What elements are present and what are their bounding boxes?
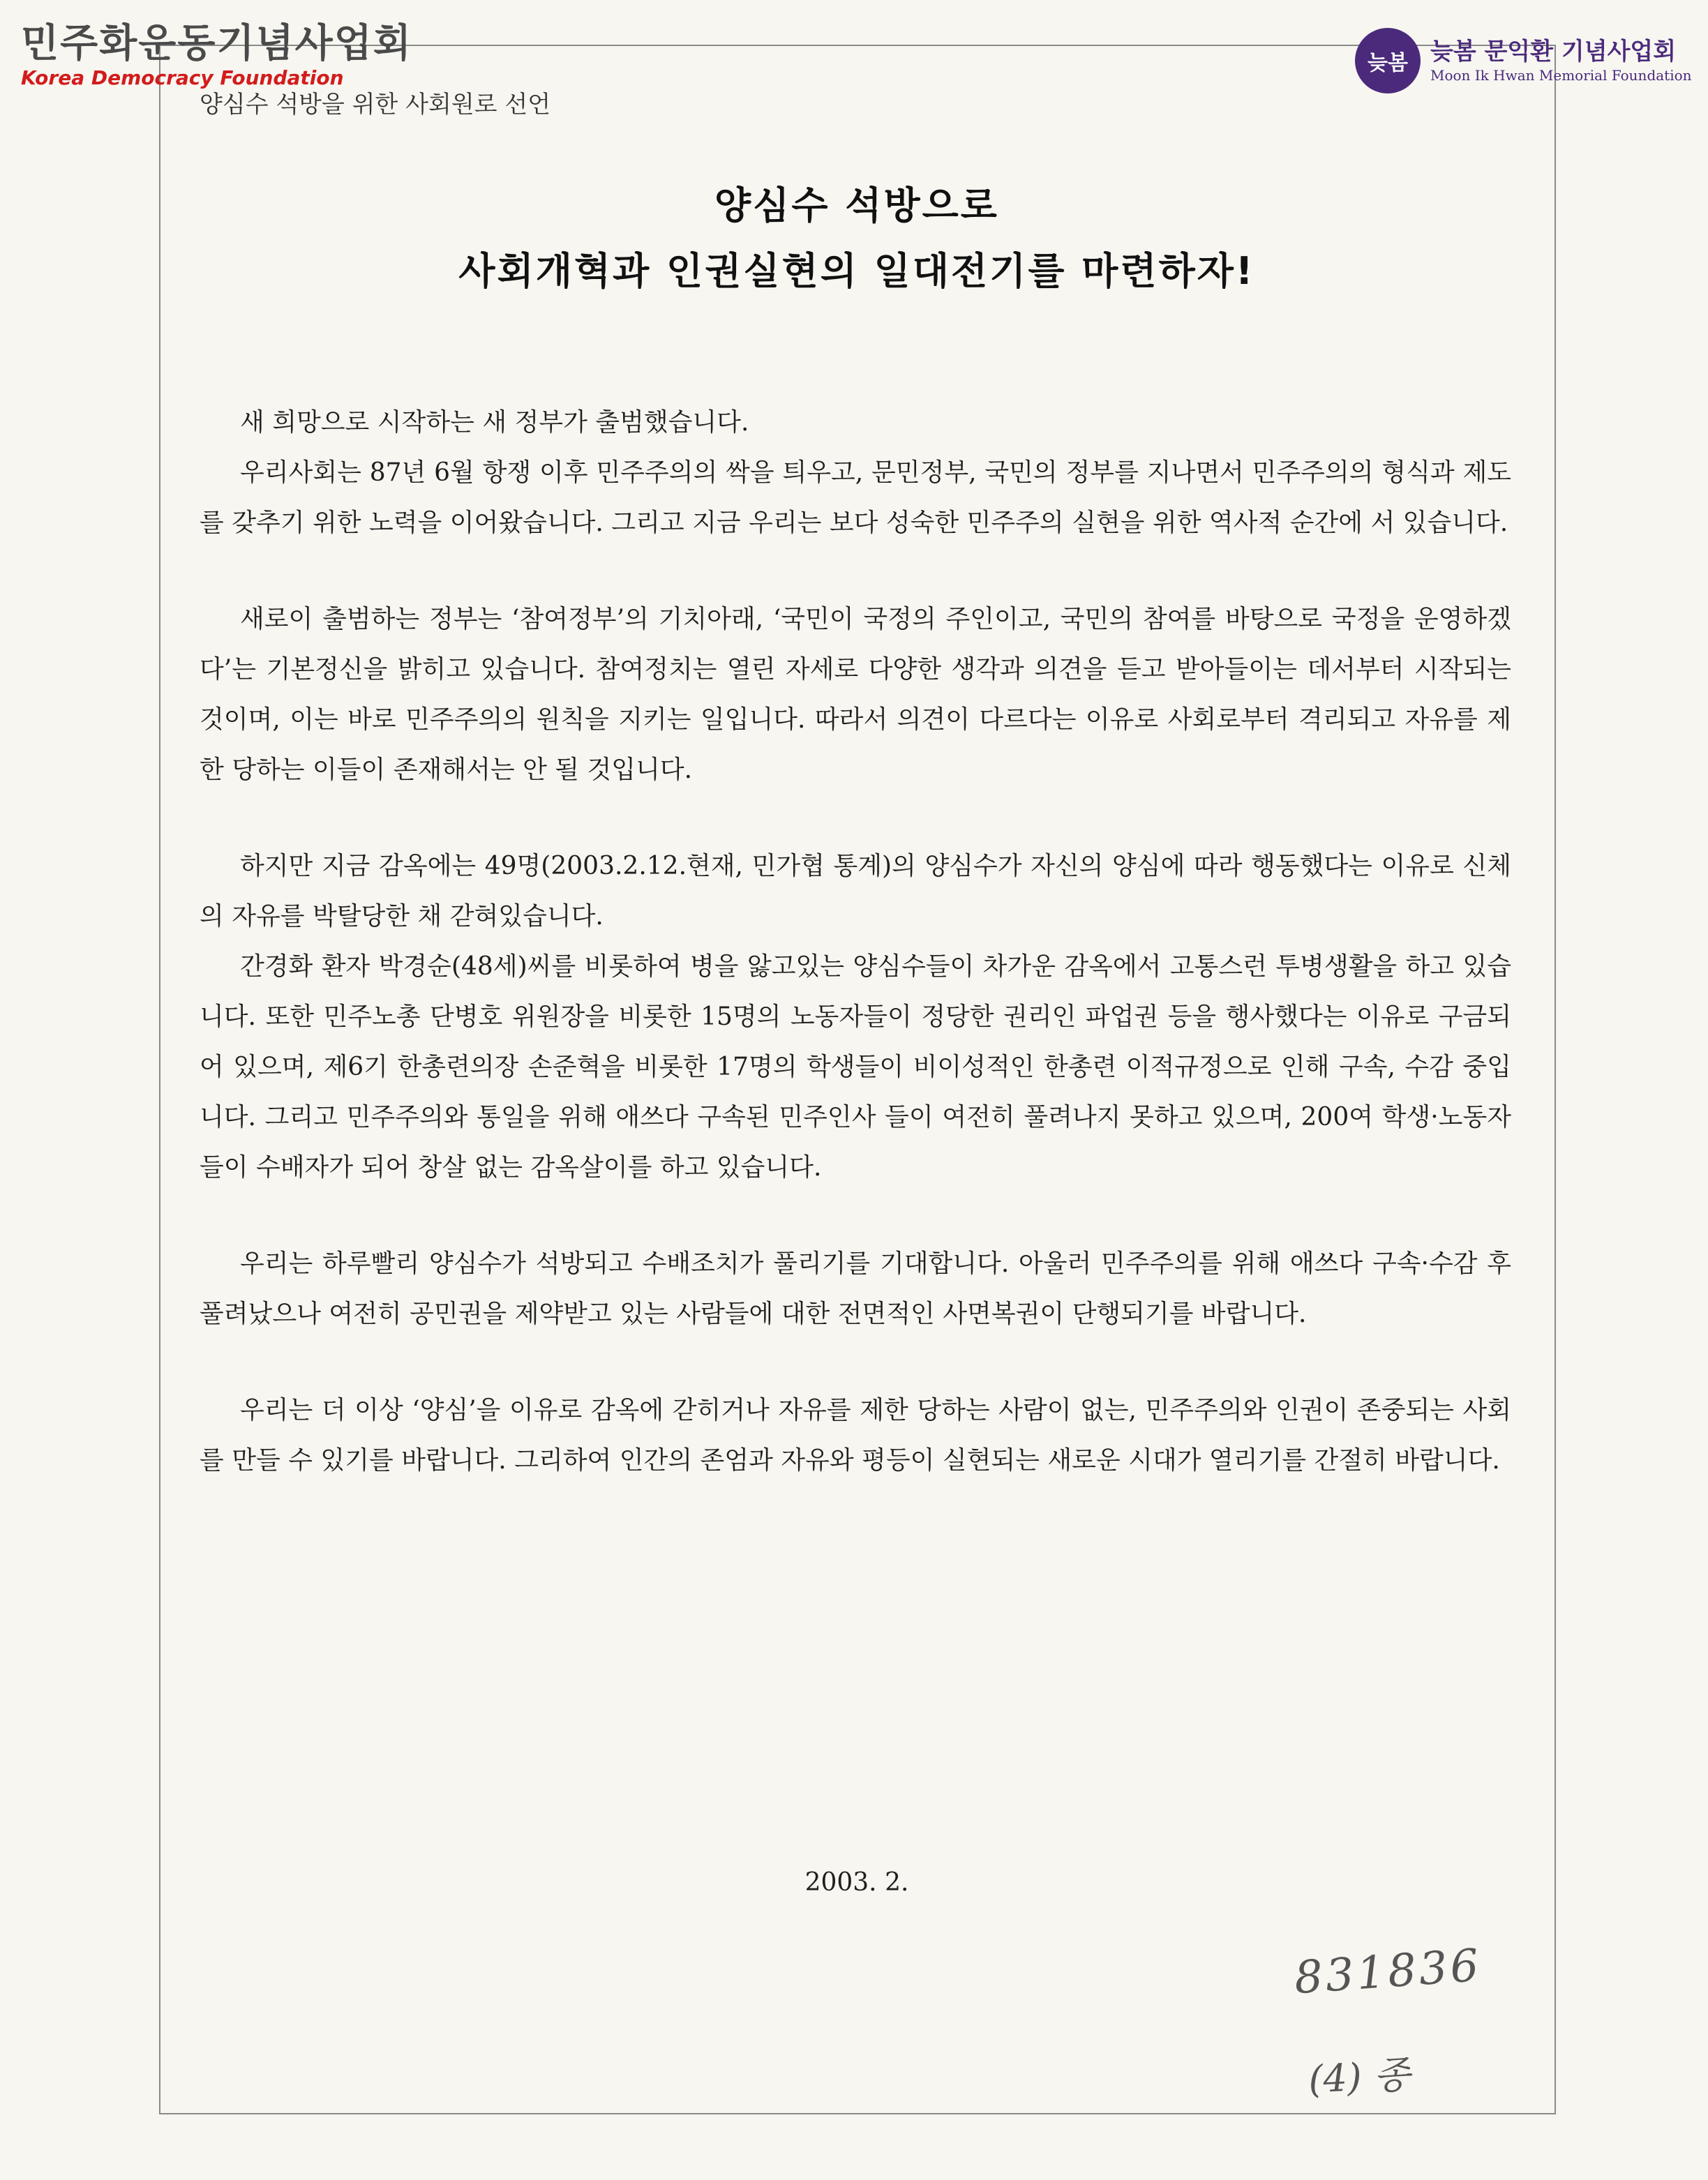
paragraph: 우리는 하루빨리 양심수가 석방되고 수배조치가 풀리기를 기대합니다. 아울러 민주주의를 위해 애쓰다 구속·수감 후 풀려났으나 여전히 공민권을 제약받고 있는 사람들에 대한 전면적인 사면복권이 단행되기를 바랍니다. [200,1249,1511,1328]
paragraph: 간경화 환자 박경순(48세)씨를 비롯하여 병을 앓고있는 양심수들이 차가운 감옥에서 고통스런 투병생활을 하고 있습니다. 또한 민주노총 단병호 위원장을 비롯한 15명의 노동자들이 정당한 권리인 파업권 등을 행사했다는 이유로 구금되어 있으며, 제6기 한총련의장 손준혁을 비롯한 17명의 학생들이 비이성적인 한총련 이적규정으로 인해 구속, 수감 중입니다. 그리고 민주주의와 통일을 위해 애쓰다 구속된 민주인사 들이 여전히 풀려나지 못하고 있으며, 200여 학생·노동자들이 수배자가 되어 창살 없는 감옥살이를 하고 있습니다. [200,952,1511,1182]
moon-ik-hwan-logo-english: Moon Ik Hwan Memorial Foundation [1430,67,1692,84]
kdf-logo-english: Korea Democracy Foundation [21,66,344,89]
kdf-logo [21,22,412,91]
moon-ik-hwan-logo-korean: 늦봄 문익환 기념사업회 [1430,38,1677,66]
document-date: 2003. 2. [804,1868,909,1897]
title-line-2: 사회개혁과 인권실현의 일대전기를 마련하자! [458,249,1255,293]
title-line-1: 양심수 석방으로 [714,183,999,227]
document-header: 양심수 석방을 위한 사회원로 선언 [200,91,551,119]
kdf-logo-korean: 민주화운동기념사업회 [21,20,412,66]
moon-ik-hwan-mark: 늦봄 [1355,28,1421,93]
paragraph: 새 희망으로 시작하는 새 정부가 출범했습니다. [240,408,749,437]
paragraph: 우리는 더 이상 ‘양심’을 이유로 감옥에 갇히거나 자유를 제한 당하는 사람이 없는, 민주주의와 인권이 존중되는 사회를 만들 수 있기를 바랍니다. 그리하여 인간의 존엄과 자유와 평등이 실현되는 새로운 시대가 열리기를 간절히 바랍니다. [200,1396,1511,1475]
moon-ik-hwan-logo [1355,28,1692,93]
paragraph: 새로이 출범하는 정부는 ‘참여정부’의 기치아래, ‘국민이 국정의 주인이고, 국민의 참여를 바탕으로 국정을 운영하겠다’는 기본정신을 밝히고 있습니다. 참여정치는 열린 자세로 다양한 생각과 의견을 듣고 받아들이는 데서부터 시작되는 것이며, 이는 바로 민주주의의 원칙을 지키는 일입니다. 따라서 의견이 다르다는 이유로 사회로부터 격리되고 자유를 제한 당하는 이들이 존재해서는 안 될 것입니다. [200,605,1511,784]
paragraph: 우리사회는 87년 6월 항쟁 이후 민주주의의 싹을 틔우고, 문민정부, 국민의 정부를 지나면서 민주주의의 형식과 제도를 갖추기 위한 노력을 이어왔습니다. 그리고 지금 우리는 보다 성숙한 민주주의 실현을 위한 역사적 순간에 서 있습니다. [200,458,1511,537]
document-body [200,398,1511,1486]
handwritten-archive-number: 831836 [1292,1939,1483,2005]
paragraph: 하지만 지금 감옥에는 49명(2003.2.12.현재, 민가협 통계)의 양심수가 자신의 양심에 따라 행동했다는 이유로 신체의 자유를 박탈당한 채 갇혀있습니다. [200,852,1511,931]
handwritten-mark: (4) 종 [1307,2052,1411,2102]
